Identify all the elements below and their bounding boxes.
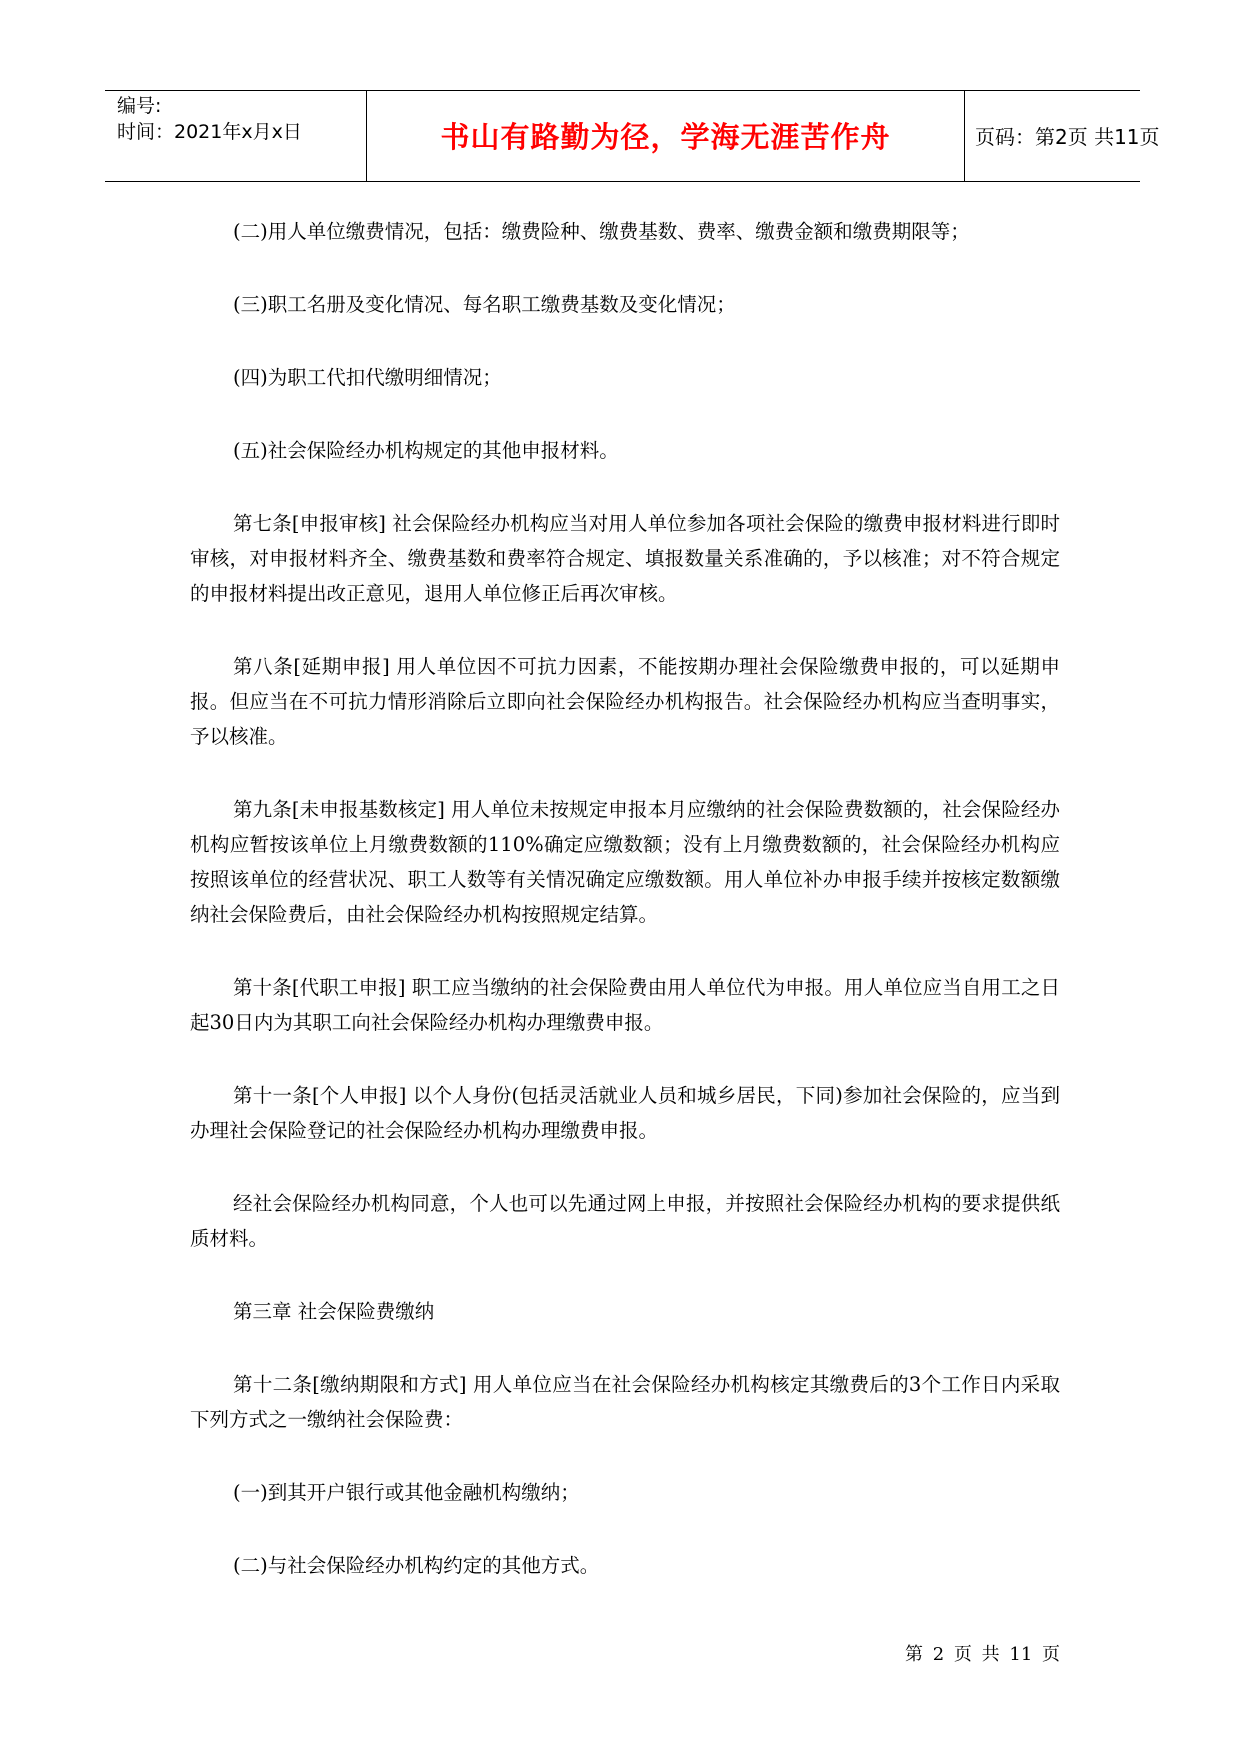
document-number-label: 编号:	[117, 95, 162, 117]
header-info-cell	[105, 91, 367, 181]
page-footer: 第 2 页 共 11 页	[905, 1644, 1060, 1665]
header-motto: 书山有路勤为径，学海无涯苦作舟	[367, 91, 965, 181]
paragraph: (五)社会保险经办机构规定的其他申报材料。	[233, 439, 619, 462]
paragraph: 第十二条[缴纳期限和方式] 用人单位应当在社会保险经办机构核定其缴费后的3个工作日内采取下列方式之一缴纳社会保险费：	[190, 1373, 1060, 1431]
paragraph: 经社会保险经办机构同意，个人也可以先通过网上申报，并按照社会保险经办机构的要求提供纸质材料。	[190, 1192, 1060, 1250]
paragraph: (二)用人单位缴费情况，包括：缴费险种、缴费基数、费率、缴费金额和缴费期限等；	[233, 220, 970, 243]
chapter-heading: 第三章 社会保险费缴纳	[233, 1300, 435, 1323]
paragraph: (四)为职工代扣代缴明细情况；	[233, 366, 502, 389]
paragraph: (三)职工名册及变化情况、每名职工缴费基数及变化情况；	[233, 293, 736, 316]
document-body	[190, 214, 1060, 1621]
paragraph: 第十条[代职工申报] 职工应当缴纳的社会保险费由用人单位代为申报。用人单位应当自用工之日起30日内为其职工向社会保险经办机构办理缴费申报。	[190, 976, 1060, 1034]
paragraph: 第九条[未申报基数核定] 用人单位未按规定申报本月应缴纳的社会保险费数额的，社会保险经办机构应暂按该单位上月缴费数额的110%确定应缴数额；没有上月缴费数额的，社会保险经办机构应按照该单位的经营状况、职工人数等有关情况确定应缴数额。用人单位补办申报手续并按核定数额缴纳社会保险费后，由社会保险经办机构按照规定结算。	[190, 798, 1060, 926]
paragraph: (二)与社会保险经办机构约定的其他方式。	[233, 1554, 600, 1577]
paragraph: 第八条[延期申报] 用人单位因不可抗力因素，不能按期办理社会保险缴费申报的，可以延期申报。但应当在不可抗力情形消除后立即向社会保险经办机构报告。社会保险经办机构应当查明事实，予以核准。	[190, 655, 1060, 748]
document-time-label: 时间：2021年x月x日	[117, 121, 302, 143]
paragraph: 第七条[申报审核] 社会保险经办机构应当对用人单位参加各项社会保险的缴费申报材料进行即时审核，对申报材料齐全、缴费基数和费率符合规定、填报数量关系准确的，予以核准；对不符合规定的申报材料提出改正意见，退用人单位修正后再次审核。	[190, 512, 1060, 605]
page-header	[105, 90, 1160, 182]
header-page-code: 页码：第2页 共11页	[975, 125, 1160, 149]
paragraph: 第十一条[个人申报] 以个人身份(包括灵活就业人员和城乡居民，下同)参加社会保险的，应当到办理社会保险登记的社会保险经办机构办理缴费申报。	[190, 1084, 1060, 1142]
paragraph: (一)到其开户银行或其他金融机构缴纳；	[233, 1481, 580, 1504]
